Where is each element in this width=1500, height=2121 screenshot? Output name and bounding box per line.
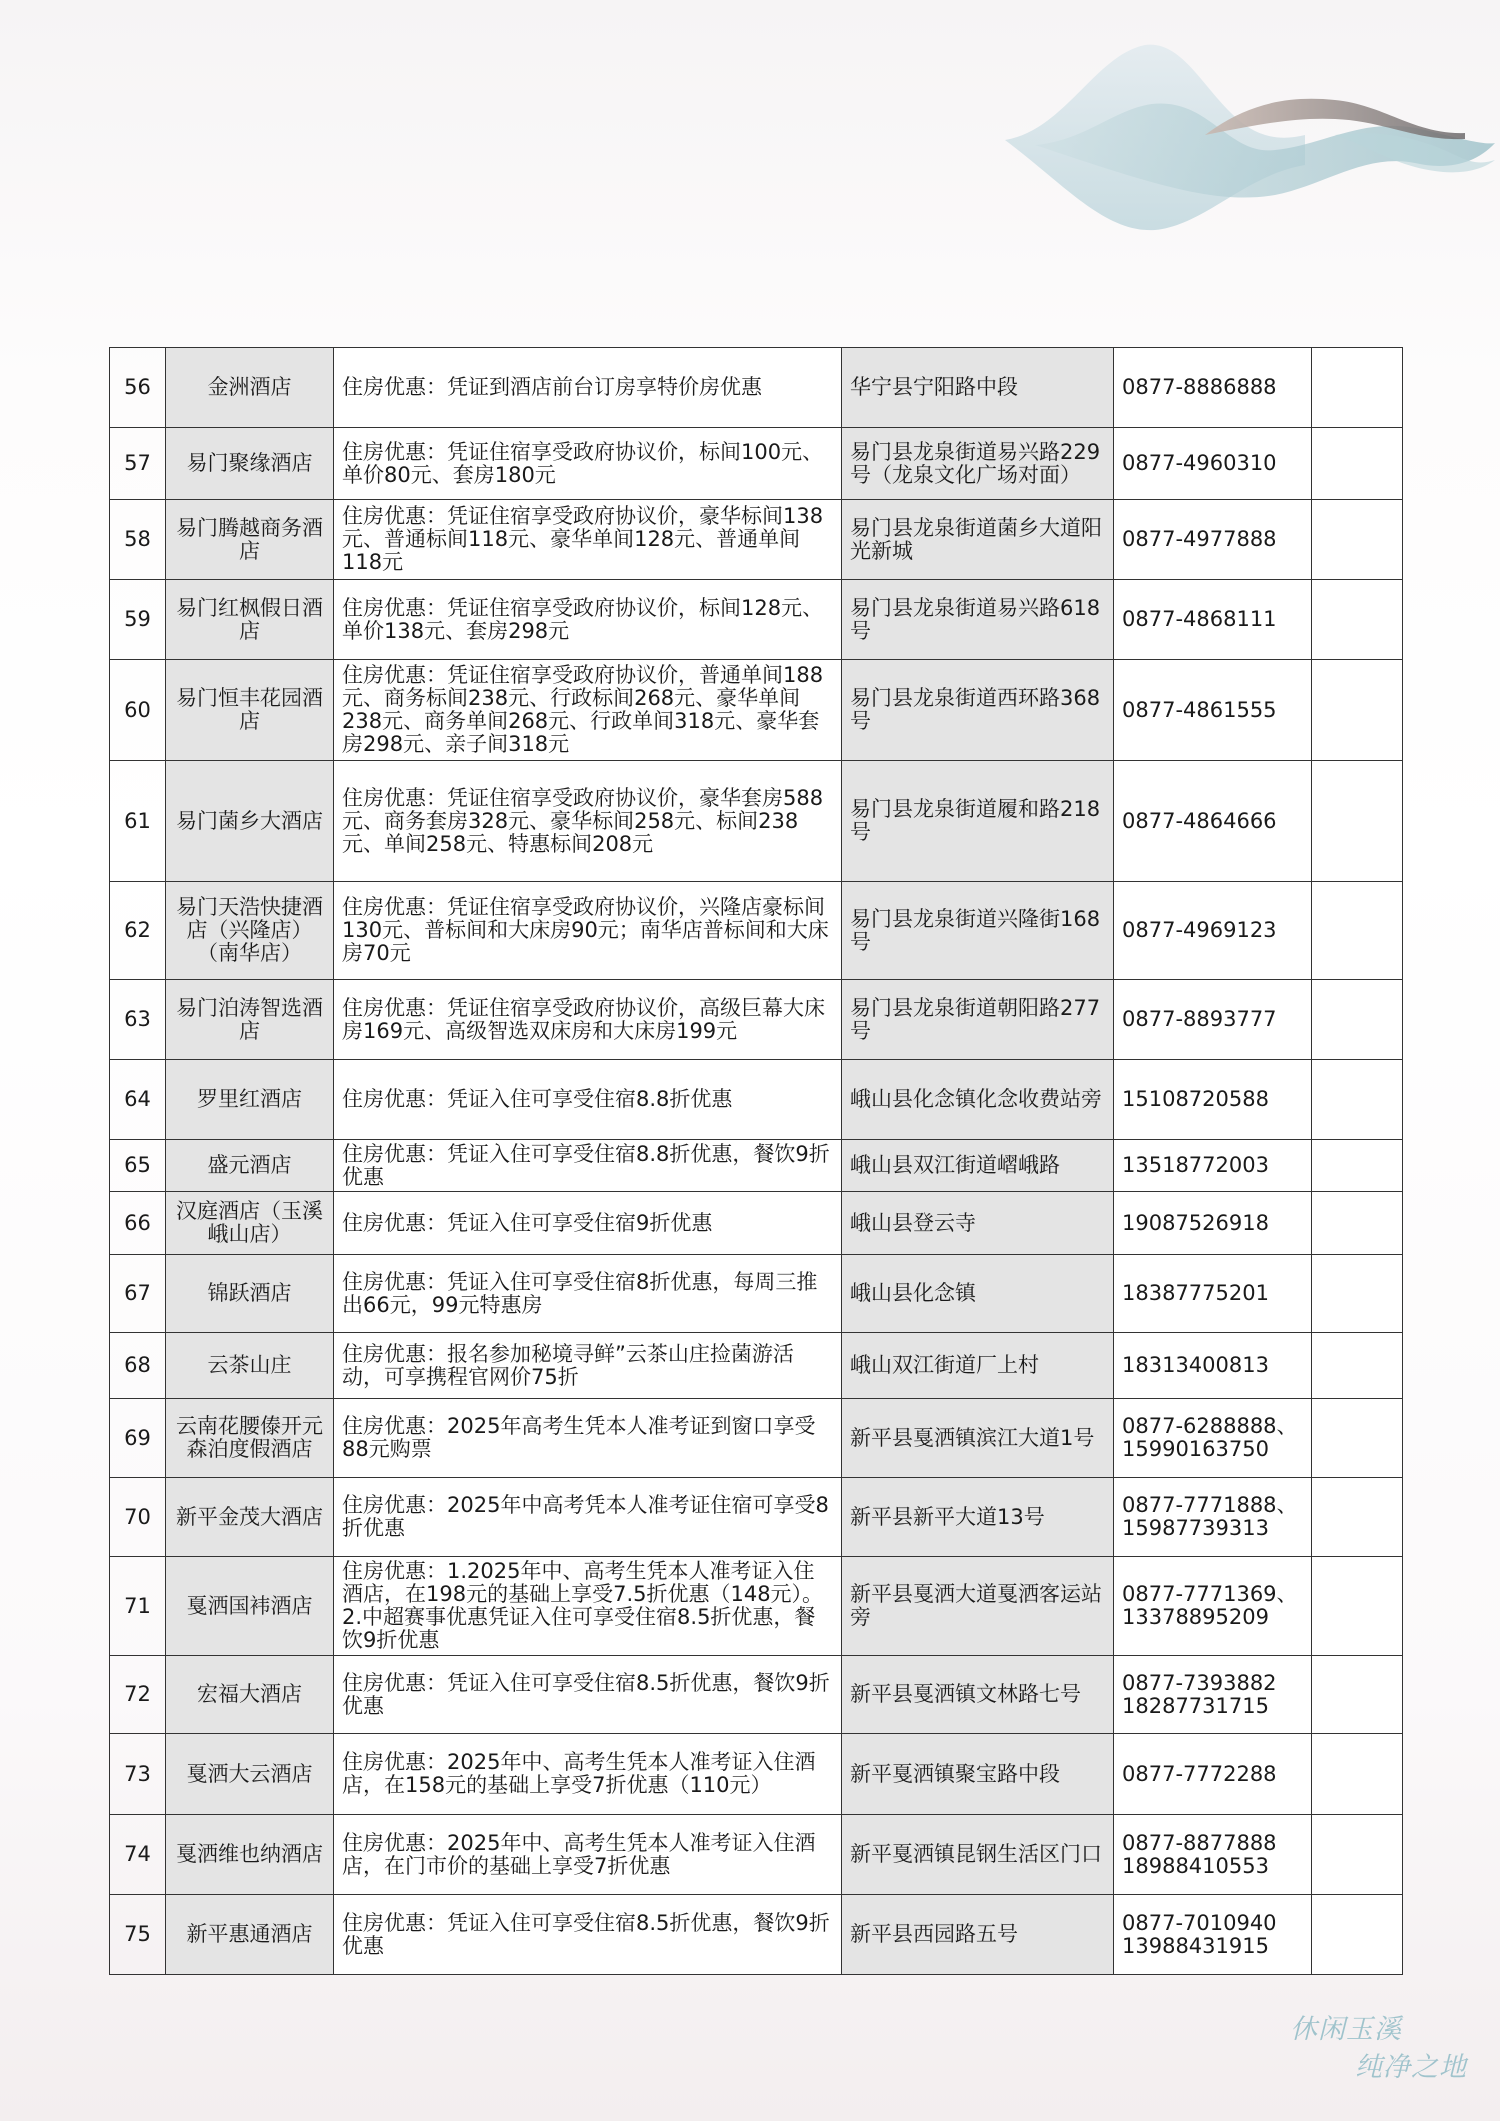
hotel-name: 锦跃酒店 [166,1255,334,1333]
empty-cell [1312,1255,1403,1333]
address: 新平县西园路五号 [842,1895,1114,1975]
phone: 0877-7771888、 15987739313 [1114,1478,1312,1557]
hotel-name: 易门红枫假日酒店 [166,580,334,660]
address: 易门县龙泉街道兴隆街168号 [842,882,1114,980]
hotel-name: 戛洒维也纳酒店 [166,1815,334,1895]
phone: 0877-8877888 18988410553 [1114,1815,1312,1895]
empty-cell [1312,1192,1403,1255]
phone: 0877-4977888 [1114,500,1312,580]
table-row [110,1734,1403,1815]
offer-text: 住房优惠：2025年高考生凭本人准考证到窗口享受88元购票 [334,1399,842,1478]
offer-text: 住房优惠：凭证住宿享受政府协议价，普通单间188元、商务标间238元、行政标间268元、豪华单间238元、商务单间268元、行政单间318元、豪华套房298元、亲子间318元 [334,660,842,761]
table-row [110,761,1403,882]
empty-cell [1312,1734,1403,1815]
hotel-name: 新平金茂大酒店 [166,1478,334,1557]
row-number: 67 [110,1255,166,1333]
empty-cell [1312,660,1403,761]
offer-text: 住房优惠：凭证入住可享受住宿8.5折优惠，餐饮9折优惠 [334,1895,842,1975]
table-row [110,1255,1403,1333]
phone: 0877-4969123 [1114,882,1312,980]
hotel-name: 宏福大酒店 [166,1656,334,1734]
row-number: 58 [110,500,166,580]
table-row [110,882,1403,980]
table-row [110,500,1403,580]
empty-cell [1312,500,1403,580]
phone: 18313400813 [1114,1333,1312,1399]
row-number: 65 [110,1140,166,1192]
empty-cell [1312,1815,1403,1895]
row-number: 74 [110,1815,166,1895]
phone: 0877-8886888 [1114,348,1312,428]
hotel-name: 易门腾越商务酒店 [166,500,334,580]
empty-cell [1312,1478,1403,1557]
hotel-name: 汉庭酒店（玉溪峨山店） [166,1192,334,1255]
address: 华宁县宁阳路中段 [842,348,1114,428]
empty-cell [1312,882,1403,980]
address: 易门县龙泉街道履和路218号 [842,761,1114,882]
table-row [110,1192,1403,1255]
address: 易门县龙泉街道易兴路229号（龙泉文化广场对面） [842,428,1114,500]
row-number: 64 [110,1060,166,1140]
hotel-name: 罗里红酒店 [166,1060,334,1140]
address: 易门县龙泉街道菌乡大道阳光新城 [842,500,1114,580]
offer-text: 住房优惠：凭证住宿享受政府协议价，标间100元、单价80元、套房180元 [334,428,842,500]
address: 峨山县登云寺 [842,1192,1114,1255]
offer-text: 住房优惠：2025年中、高考生凭本人准考证入住酒店，在门市价的基础上享受7折优惠 [334,1815,842,1895]
empty-cell [1312,1399,1403,1478]
phone: 13518772003 [1114,1140,1312,1192]
address: 新平戛洒镇聚宝路中段 [842,1734,1114,1815]
slogan-watermark [1280,2010,1480,2090]
offer-text: 住房优惠：凭证住宿享受政府协议价，豪华标间138元、普通标间118元、豪华单间128元、普通单间118元 [334,500,842,580]
offer-text: 住房优惠：凭证住宿享受政府协议价，高级巨幕大床房169元、高级智选双床房和大床房199元 [334,980,842,1060]
table-row [110,580,1403,660]
phone: 0877-6288888、 15990163750 [1114,1399,1312,1478]
row-number: 57 [110,428,166,500]
offer-text: 住房优惠：凭证入住可享受住宿8.8折优惠 [334,1060,842,1140]
hotel-name: 易门菌乡大酒店 [166,761,334,882]
offer-text: 住房优惠：凭证入住可享受住宿8折优惠，每周三推出66元，99元特惠房 [334,1255,842,1333]
empty-cell [1312,1140,1403,1192]
row-number: 59 [110,580,166,660]
hotel-name: 新平惠通酒店 [166,1895,334,1975]
table-row [110,1060,1403,1140]
phone: 0877-4868111 [1114,580,1312,660]
table-row [110,1815,1403,1895]
offer-text: 住房优惠：1.2025年中、高考生凭本人准考证入住酒店，在198元的基础上享受7.5折优惠（148元）。2.中超赛事优惠凭证入住可享受住宿8.5折优惠，餐饮9折优惠 [334,1557,842,1656]
empty-cell [1312,761,1403,882]
table-row [110,428,1403,500]
hotel-name: 戛洒大云酒店 [166,1734,334,1815]
address: 峨山县化念镇 [842,1255,1114,1333]
phone: 0877-8893777 [1114,980,1312,1060]
empty-cell [1312,580,1403,660]
hotel-name: 易门恒丰花园酒店 [166,660,334,761]
address: 新平戛洒镇昆钢生活区门口 [842,1815,1114,1895]
row-number: 72 [110,1656,166,1734]
address: 新平县戛洒大道戛洒客运站旁 [842,1557,1114,1656]
phone: 0877-7393882 18287731715 [1114,1656,1312,1734]
hotel-discount-table [109,347,1403,1975]
hotel-name: 戛洒国袆酒店 [166,1557,334,1656]
hotel-name: 易门天浩快捷酒店（兴隆店）（南华店） [166,882,334,980]
empty-cell [1312,1060,1403,1140]
empty-cell [1312,980,1403,1060]
phone: 0877-7772288 [1114,1734,1312,1815]
row-number: 68 [110,1333,166,1399]
table-row [110,1140,1403,1192]
table-row [110,1656,1403,1734]
offer-text: 住房优惠：报名参加秘境寻鲜”云茶山庄捡菌游活动，可享携程官网价75折 [334,1333,842,1399]
table-row [110,1895,1403,1975]
empty-cell [1312,1557,1403,1656]
table-row [110,980,1403,1060]
address: 新平县新平大道13号 [842,1478,1114,1557]
address: 峨山双江街道厂上村 [842,1333,1114,1399]
address: 易门县龙泉街道西环路368号 [842,660,1114,761]
slogan-line-2: 纯净之地 [1355,2052,1467,2083]
empty-cell [1312,348,1403,428]
address: 新平县戛洒镇文林路七号 [842,1656,1114,1734]
address: 峨山县化念镇化念收费站旁 [842,1060,1114,1140]
row-number: 75 [110,1895,166,1975]
offer-text: 住房优惠：凭证到酒店前台订房享特价房优惠 [334,348,842,428]
empty-cell [1312,1333,1403,1399]
table-row [110,1557,1403,1656]
address: 新平县戛洒镇滨江大道1号 [842,1399,1114,1478]
row-number: 63 [110,980,166,1060]
offer-text: 住房优惠：凭证住宿享受政府协议价，豪华套房588元、商务套房328元、豪华标间258元、标间238元、单间258元、特惠标间208元 [334,761,842,882]
row-number: 71 [110,1557,166,1656]
phone: 0877-4864666 [1114,761,1312,882]
row-number: 73 [110,1734,166,1815]
table-row [110,660,1403,761]
hotel-name: 金洲酒店 [166,348,334,428]
offer-text: 住房优惠：凭证住宿享受政府协议价，标间128元、单价138元、套房298元 [334,580,842,660]
offer-text: 住房优惠：凭证入住可享受住宿9折优惠 [334,1192,842,1255]
row-number: 60 [110,660,166,761]
phone: 15108720588 [1114,1060,1312,1140]
phone: 18387775201 [1114,1255,1312,1333]
address: 易门县龙泉街道朝阳路277号 [842,980,1114,1060]
offer-text: 住房优惠：凭证住宿享受政府协议价，兴隆店豪标间130元、普标间和大床房90元；南华店普标间和大床房70元 [334,882,842,980]
table-row [110,348,1403,428]
hotel-name: 易门泊涛智选酒店 [166,980,334,1060]
empty-cell [1312,1895,1403,1975]
row-number: 70 [110,1478,166,1557]
slogan-line-1: 休闲玉溪 [1290,2014,1402,2045]
table-row [110,1333,1403,1399]
phone: 0877-7010940 13988431915 [1114,1895,1312,1975]
hotel-name: 易门聚缘酒店 [166,428,334,500]
row-number: 66 [110,1192,166,1255]
empty-cell [1312,428,1403,500]
table-row [110,1399,1403,1478]
hotel-name: 盛元酒店 [166,1140,334,1192]
empty-cell [1312,1656,1403,1734]
phone: 19087526918 [1114,1192,1312,1255]
row-number: 62 [110,882,166,980]
offer-text: 住房优惠：2025年中、高考生凭本人准考证入住酒店，在158元的基础上享受7折优惠（110元） [334,1734,842,1815]
address: 峨山县双江街道嶍峨路 [842,1140,1114,1192]
phone: 0877-4960310 [1114,428,1312,500]
table-row [110,1478,1403,1557]
row-number: 56 [110,348,166,428]
hotel-name: 云茶山庄 [166,1333,334,1399]
phone: 0877-4861555 [1114,660,1312,761]
address: 易门县龙泉街道易兴路618号 [842,580,1114,660]
phone: 0877-7771369、 13378895209 [1114,1557,1312,1656]
row-number: 61 [110,761,166,882]
hotel-name: 云南花腰傣开元森泊度假酒店 [166,1399,334,1478]
offer-text: 住房优惠：凭证入住可享受住宿8.5折优惠，餐饮9折优惠 [334,1656,842,1734]
offer-text: 住房优惠：凭证入住可享受住宿8.8折优惠，餐饮9折优惠 [334,1140,842,1192]
row-number: 69 [110,1399,166,1478]
mountain-wave-decoration [1005,35,1495,235]
offer-text: 住房优惠：2025年中高考凭本人准考证住宿可享受8折优惠 [334,1478,842,1557]
